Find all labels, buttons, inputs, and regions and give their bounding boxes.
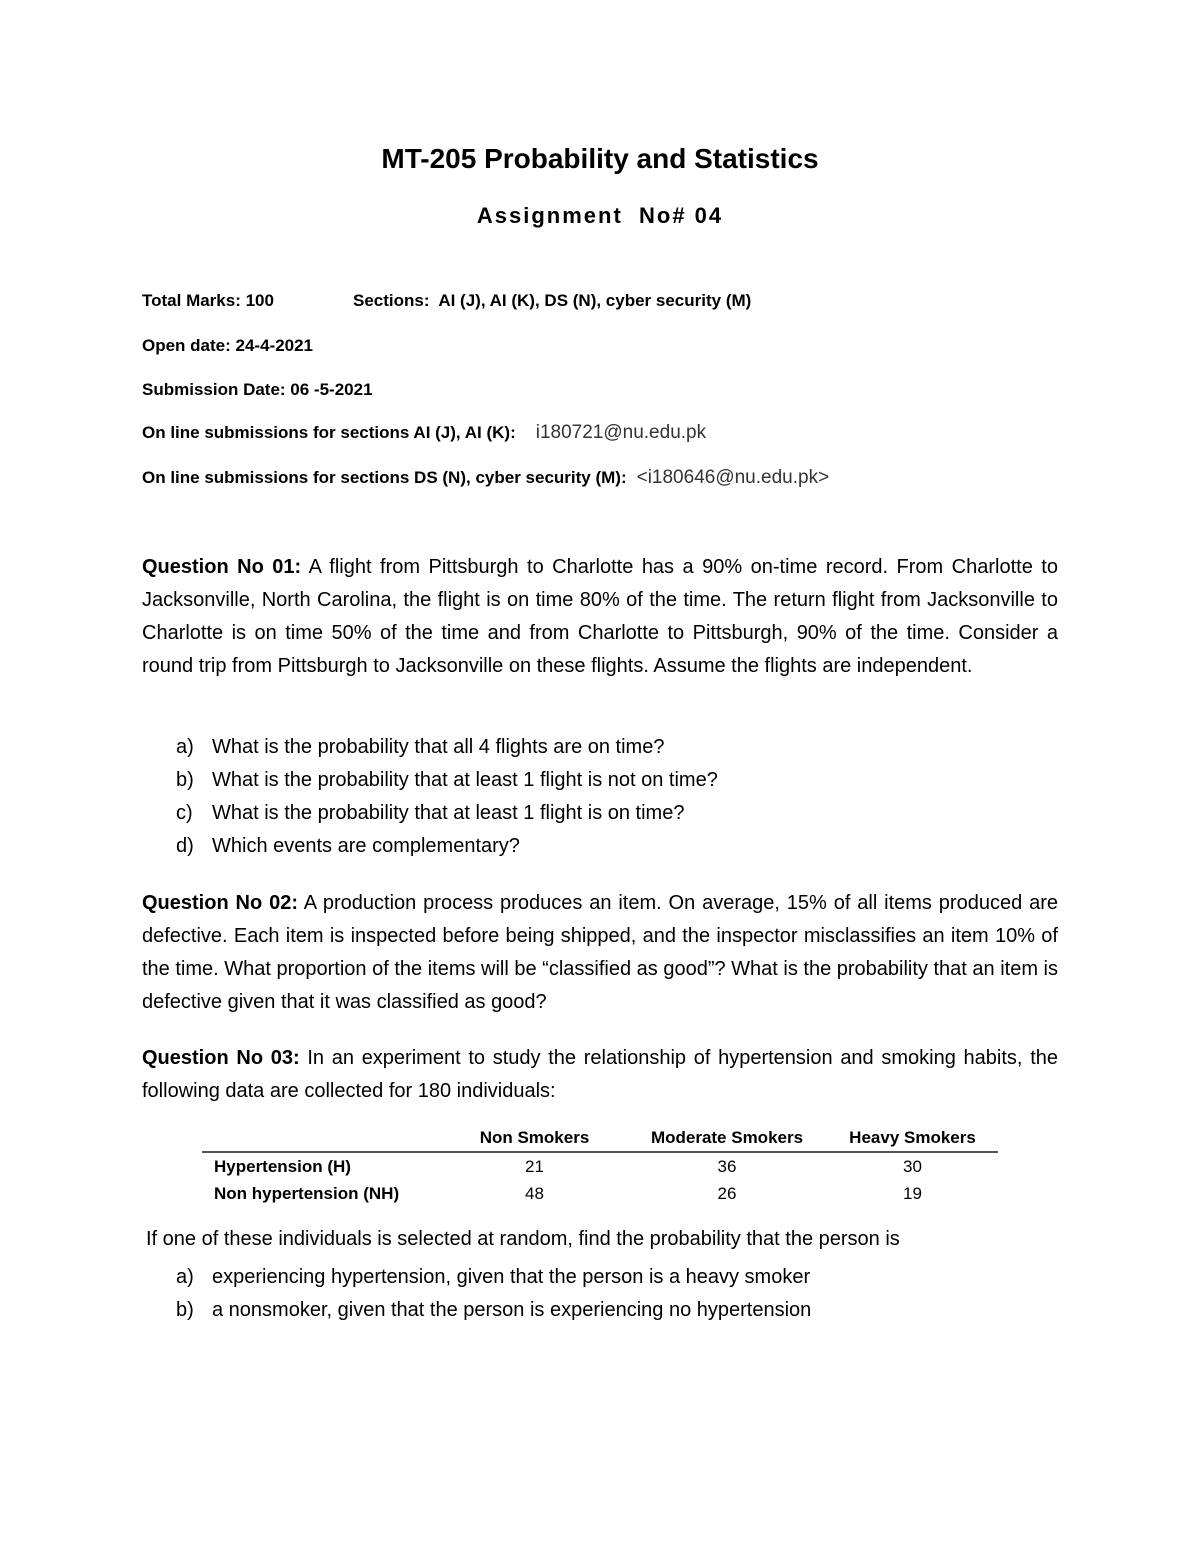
open-date: Open date: 24-4-2021 — [142, 336, 314, 355]
table-cell: 48 — [525, 1183, 544, 1203]
table-row — [202, 1180, 998, 1207]
submission-date: Submission Date: 06 -5-2021 — [142, 380, 373, 399]
part-text: experiencing hypertension, given that the person is a heavy smoker — [212, 1266, 811, 1288]
part-text: Which events are complementary? — [212, 835, 520, 857]
part-label: a) — [176, 736, 194, 758]
online-submission-ds-label: On line submissions for sections DS (N), cyber security (M): — [142, 468, 627, 487]
part-label: a) — [176, 1266, 194, 1288]
email-ai-sections[interactable]: i180721@nu.edu.pk — [535, 422, 707, 443]
part-label: b) — [176, 769, 194, 791]
online-submission-ai-label: On line submissions for sections AI (J), AI (K): — [142, 423, 516, 442]
table-row — [202, 1152, 998, 1180]
question-1-part-b — [176, 764, 718, 797]
question-1-part-d — [176, 830, 520, 863]
total-marks: Total Marks: 100 — [142, 291, 274, 310]
question-2 — [142, 887, 1058, 1019]
question-3-intro: If one of these individuals is selected at random, find the probability that the person is — [146, 1228, 900, 1250]
document-title: MT-205 Probability and Statistics — [381, 143, 819, 174]
online-submission-ai — [142, 422, 706, 444]
hypertension-smoking-table — [202, 1126, 998, 1207]
table-cell: 26 — [717, 1183, 737, 1203]
question-1-part-a — [176, 731, 664, 764]
question-2-text: A production process produces an item. On average, 15% of all items produced are defective. Each item is inspected before being shipped, and the inspector misclassifies an item 10% of the time. What proportion of the items will be “classified as good”? What is the probability that an item is defective given that it was classified as good? — [142, 892, 1058, 1013]
table-header-row — [202, 1126, 998, 1152]
question-3-part-b — [176, 1294, 811, 1327]
table-row-label: Non hypertension (NH) — [214, 1183, 400, 1203]
table-header: Heavy Smokers — [827, 1126, 998, 1152]
table-cell: 19 — [903, 1183, 922, 1203]
part-text: a nonsmoker, given that the person is experiencing no hypertension — [212, 1299, 812, 1321]
question-3-label: Question No 03: — [142, 1047, 300, 1069]
question-1 — [142, 551, 1058, 683]
part-text: What is the probability that at least 1 flight is on time? — [212, 802, 685, 824]
table-cell: 30 — [903, 1156, 922, 1176]
part-label: d) — [176, 835, 194, 857]
online-submission-ds — [142, 467, 829, 489]
question-3-part-a — [176, 1261, 810, 1294]
question-3 — [142, 1042, 1058, 1108]
table-header — [202, 1126, 442, 1152]
part-text: What is the probability that all 4 flights are on time? — [212, 736, 665, 758]
question-1-text: A flight from Pittsburgh to Charlotte has a 90% on-time record. From Charlotte to Jacksonville, North Carolina, the flight is on time 80% of the time. The return flight from Jacksonville to Charlotte is on time 50% of the time and from Charlotte to Pittsburgh, 90% of the time. Consider a round trip from Pittsburgh to Jacksonville on these flights. Assume the flights are independent. — [142, 556, 1058, 677]
table-header: Non Smokers — [442, 1126, 627, 1152]
assignment-number: Assignment No# 04 — [476, 203, 724, 228]
table-row-label: Hypertension (H) — [214, 1156, 351, 1176]
table-cell: 36 — [717, 1156, 737, 1176]
part-label: b) — [176, 1299, 194, 1321]
sections-line: Sections: AI (J), AI (K), DS (N), cyber security (M) — [353, 291, 752, 310]
part-text: What is the probability that at least 1 flight is not on time? — [212, 769, 718, 791]
question-3-text: In an experiment to study the relationship of hypertension and smoking habits, the following data are collected for 180 individuals: — [142, 1047, 1058, 1102]
table-header: Moderate Smokers — [627, 1126, 827, 1152]
email-ds-sections[interactable]: <i180646@nu.edu.pk> — [636, 467, 830, 488]
question-1-part-c — [176, 797, 684, 830]
question-1-label: Question No 01: — [142, 556, 302, 578]
part-label: c) — [176, 802, 193, 824]
question-2-label: Question No 02: — [142, 892, 298, 914]
table-cell: 21 — [525, 1156, 544, 1176]
